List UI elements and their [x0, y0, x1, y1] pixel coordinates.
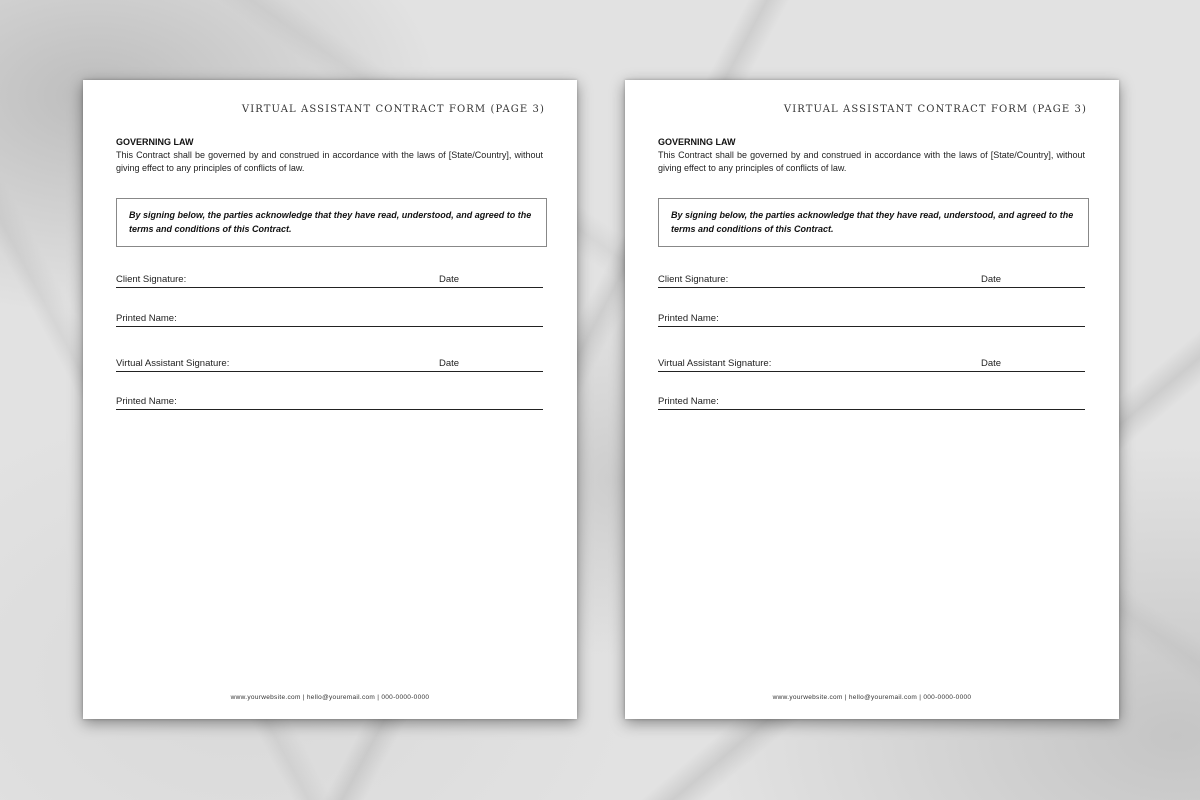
- client-signature-field[interactable]: [116, 271, 543, 288]
- section-title: GOVERNING LAW: [116, 137, 194, 147]
- date-label: Date: [981, 358, 1002, 369]
- date-label: Date: [439, 358, 460, 369]
- section-body: This Contract shall be governed by and construed in accordance with the laws of [State/Country], without giving effect to any principles of conflicts of law.: [116, 150, 543, 173]
- client-printed-name-field[interactable]: [658, 310, 1085, 327]
- client-signature-field[interactable]: [658, 271, 1085, 288]
- contract-page-right: [625, 80, 1119, 719]
- client-signature-label: Client Signature:: [116, 274, 187, 285]
- va-signature-field[interactable]: [658, 355, 1085, 372]
- client-printed-name-field[interactable]: [116, 310, 543, 327]
- page-header: VIRTUAL ASSISTANT CONTRACT FORM (PAGE 3): [241, 104, 545, 115]
- printed-name-label: Printed Name:: [658, 313, 719, 324]
- date-label: Date: [981, 274, 1002, 285]
- acknowledgement-box: [658, 198, 1089, 247]
- acknowledgement-text: By signing below, the parties acknowledge that they have read, understood, and agreed to the terms and conditions of this Contract.: [129, 210, 532, 234]
- client-signature-label: Client Signature:: [658, 274, 729, 285]
- page-header: VIRTUAL ASSISTANT CONTRACT FORM (PAGE 3): [783, 104, 1087, 115]
- va-signature-label: Virtual Assistant Signature:: [658, 358, 772, 369]
- section-body: This Contract shall be governed by and construed in accordance with the laws of [State/Country], without giving effect to any principles of conflicts of law.: [658, 150, 1085, 173]
- va-signature-label: Virtual Assistant Signature:: [116, 358, 230, 369]
- page-footer: www.yourwebsite.com | hello@youremail.com | 000-0000-0000: [230, 694, 430, 701]
- va-printed-name-field[interactable]: [658, 393, 1085, 410]
- date-label: Date: [439, 274, 460, 285]
- acknowledgement-box: [116, 198, 547, 247]
- contract-page-left: [83, 80, 577, 719]
- section-title: GOVERNING LAW: [658, 137, 736, 147]
- va-signature-field[interactable]: [116, 355, 543, 372]
- printed-name-label: Printed Name:: [116, 313, 177, 324]
- va-printed-name-field[interactable]: [116, 393, 543, 410]
- page-footer: www.yourwebsite.com | hello@youremail.com | 000-0000-0000: [772, 694, 972, 701]
- printed-name-label: Printed Name:: [658, 396, 719, 407]
- acknowledgement-text: By signing below, the parties acknowledge that they have read, understood, and agreed to the terms and conditions of this Contract.: [671, 210, 1074, 234]
- printed-name-label: Printed Name:: [116, 396, 177, 407]
